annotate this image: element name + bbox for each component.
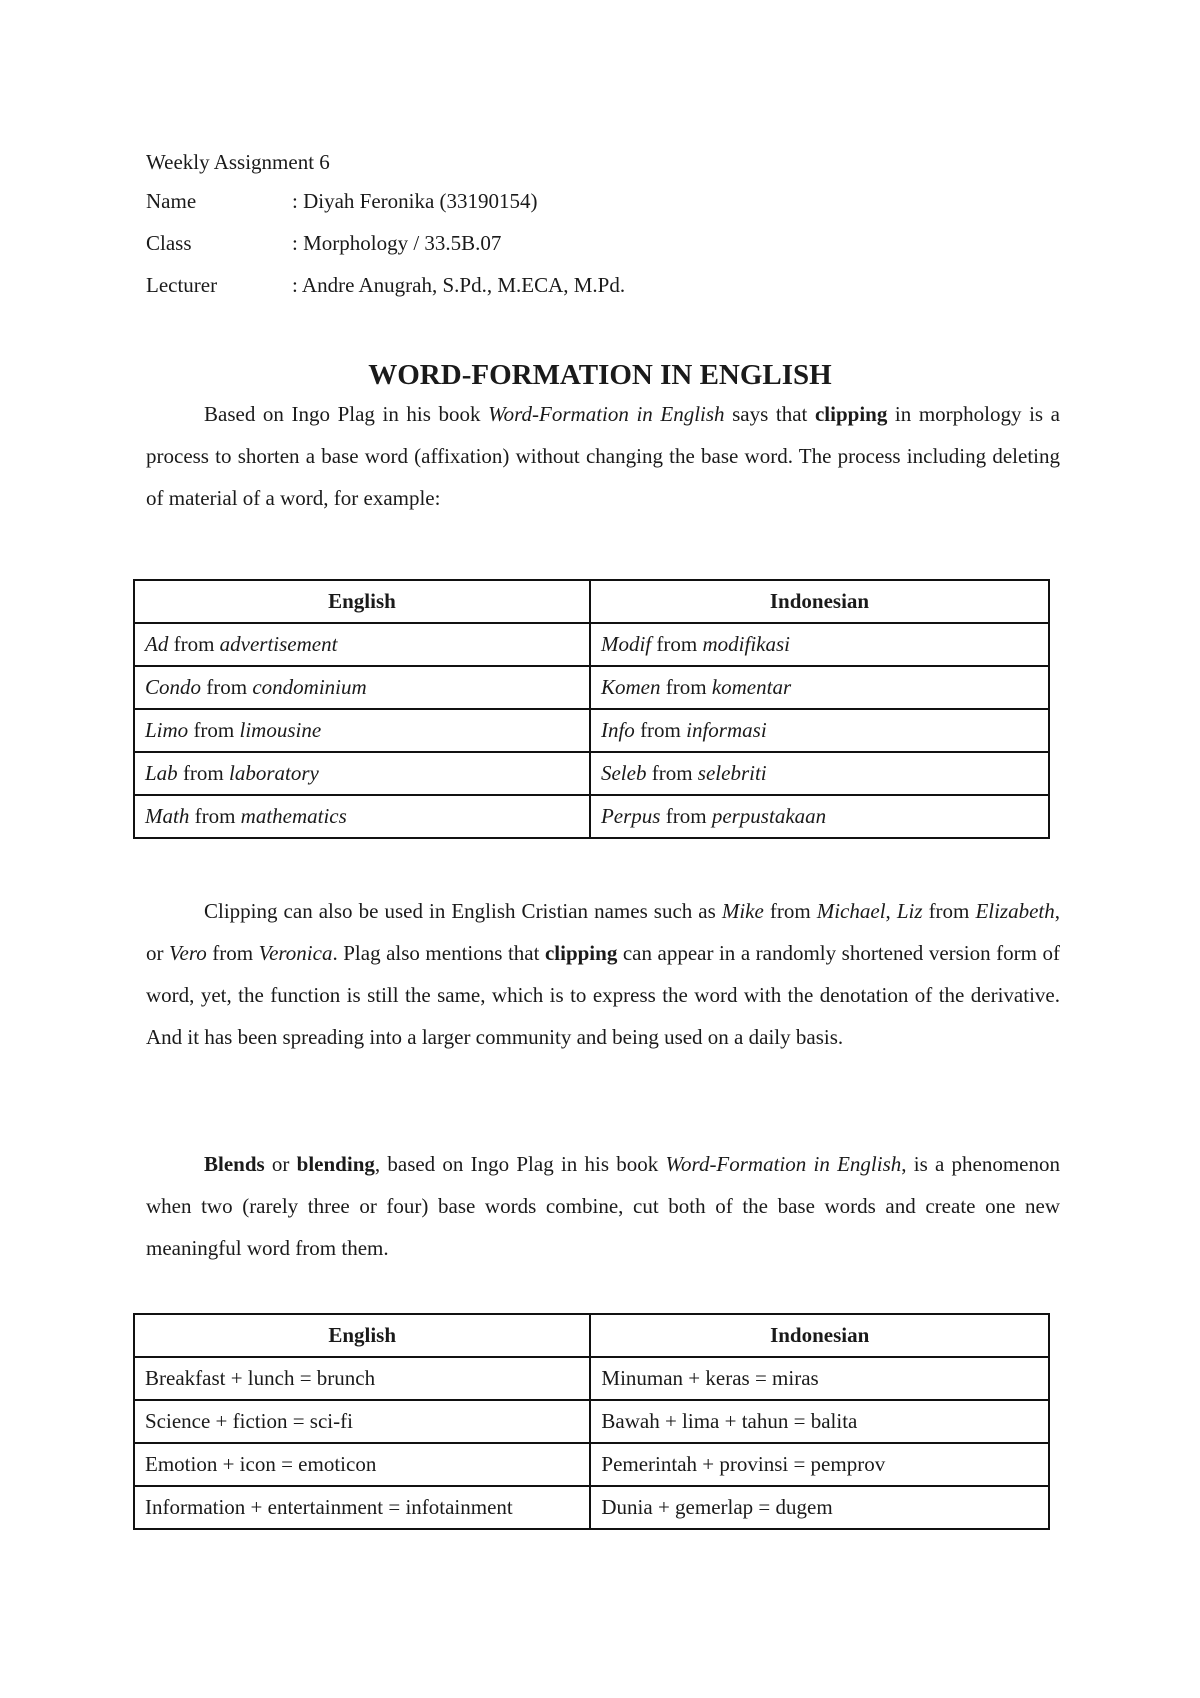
class-row: [146, 230, 501, 256]
para1-text-1: Based on Ingo Plag in his book: [204, 402, 489, 426]
lecturer-label: Lecturer: [146, 273, 218, 297]
para1-text-2: says that: [724, 402, 815, 426]
indonesian-cell: Komen from komentar: [590, 666, 1049, 709]
book-title: Word-Formation in English: [488, 402, 725, 426]
term-clipping: clipping: [814, 402, 888, 426]
table-row: [134, 1443, 1049, 1486]
column-header-indonesian: Indonesian: [590, 1314, 1049, 1357]
paragraph-clipping: [146, 393, 1060, 519]
page-title: WORD-FORMATION IN ENGLISH: [368, 359, 832, 391]
indonesian-cell: Info from informasi: [590, 709, 1049, 752]
english-cell: Breakfast + lunch = brunch: [134, 1357, 590, 1400]
english-cell: Science + fiction = sci-fi: [134, 1400, 590, 1443]
table-header-row: [134, 1314, 1049, 1357]
table-row: [134, 623, 1049, 666]
english-cell: Math from mathematics: [134, 795, 590, 838]
indonesian-cell: Modif from modifikasi: [590, 623, 1049, 666]
term-blending: blending: [296, 1152, 375, 1176]
book-title: Word-Formation in English: [665, 1152, 902, 1176]
table-row: [134, 1486, 1049, 1529]
lecturer-value: : Andre Anugrah, S.Pd., M.ECA, M.Pd.: [292, 273, 626, 297]
term-blends: Blends: [204, 1152, 265, 1176]
name-value: : Diyah Feronika (33190154): [292, 189, 538, 213]
english-cell: Ad from advertisement: [134, 623, 590, 666]
table-row: [134, 795, 1049, 838]
class-value: : Morphology / 33.5B.07: [292, 231, 502, 255]
column-header-english: English: [134, 1314, 590, 1357]
paragraph-blends: Blends or blending, based on Ingo Plag in his book Word-Formation in English, is a phenomenon when two (rarely three or four) base words combine, cut both of the base words and create one new meaningful word from them.: [146, 1152, 1061, 1260]
english-cell: Lab from laboratory: [134, 752, 590, 795]
table-row: [134, 752, 1049, 795]
paragraph-names: Clipping can also be used in English Cristian names such as Mike from Michael, Liz from Elizabeth, or Vero from Veronica. Plag also mentions that clipping can appear in a randomly shortened version form of word, yet, the function is still the same, which is to express the word with the denotation of the derivative. And it has been spreading into a larger community and being used on a daily basis.: [146, 899, 1061, 1049]
indonesian-cell: Pemerintah + provinsi = pemprov: [590, 1443, 1049, 1486]
clipping-table: [133, 579, 1050, 839]
lecturer-row: [146, 272, 625, 298]
table-row: [134, 1357, 1049, 1400]
name-label: Name: [146, 189, 197, 213]
indonesian-cell: Seleb from selebriti: [590, 752, 1049, 795]
term-clipping: clipping: [544, 941, 618, 965]
para1-text-3: in morphology is a process to shorten a base word (affixation) without changing the base word. The process including deleting of material of a word, for example:: [146, 402, 1061, 510]
english-cell: Limo from limousine: [134, 709, 590, 752]
blend-table: [133, 1313, 1050, 1530]
name-row: [146, 188, 538, 214]
english-cell: Information + entertainment = infotainment: [134, 1486, 590, 1529]
indonesian-cell: Dunia + gemerlap = dugem: [590, 1486, 1049, 1529]
table-header-row: [134, 580, 1049, 623]
indonesian-cell: Bawah + lima + tahun = balita: [590, 1400, 1049, 1443]
table-row: [134, 709, 1049, 752]
indonesian-cell: Minuman + keras = miras: [590, 1357, 1049, 1400]
column-header-indonesian: Indonesian: [590, 580, 1049, 623]
table-row: [134, 1400, 1049, 1443]
english-cell: Emotion + icon = emoticon: [134, 1443, 590, 1486]
english-cell: Condo from condominium: [134, 666, 590, 709]
indonesian-cell: Perpus from perpustakaan: [590, 795, 1049, 838]
column-header-english: English: [134, 580, 590, 623]
assignment-label: Weekly Assignment 6: [146, 150, 330, 174]
table-row: [134, 666, 1049, 709]
class-label: Class: [146, 231, 192, 255]
